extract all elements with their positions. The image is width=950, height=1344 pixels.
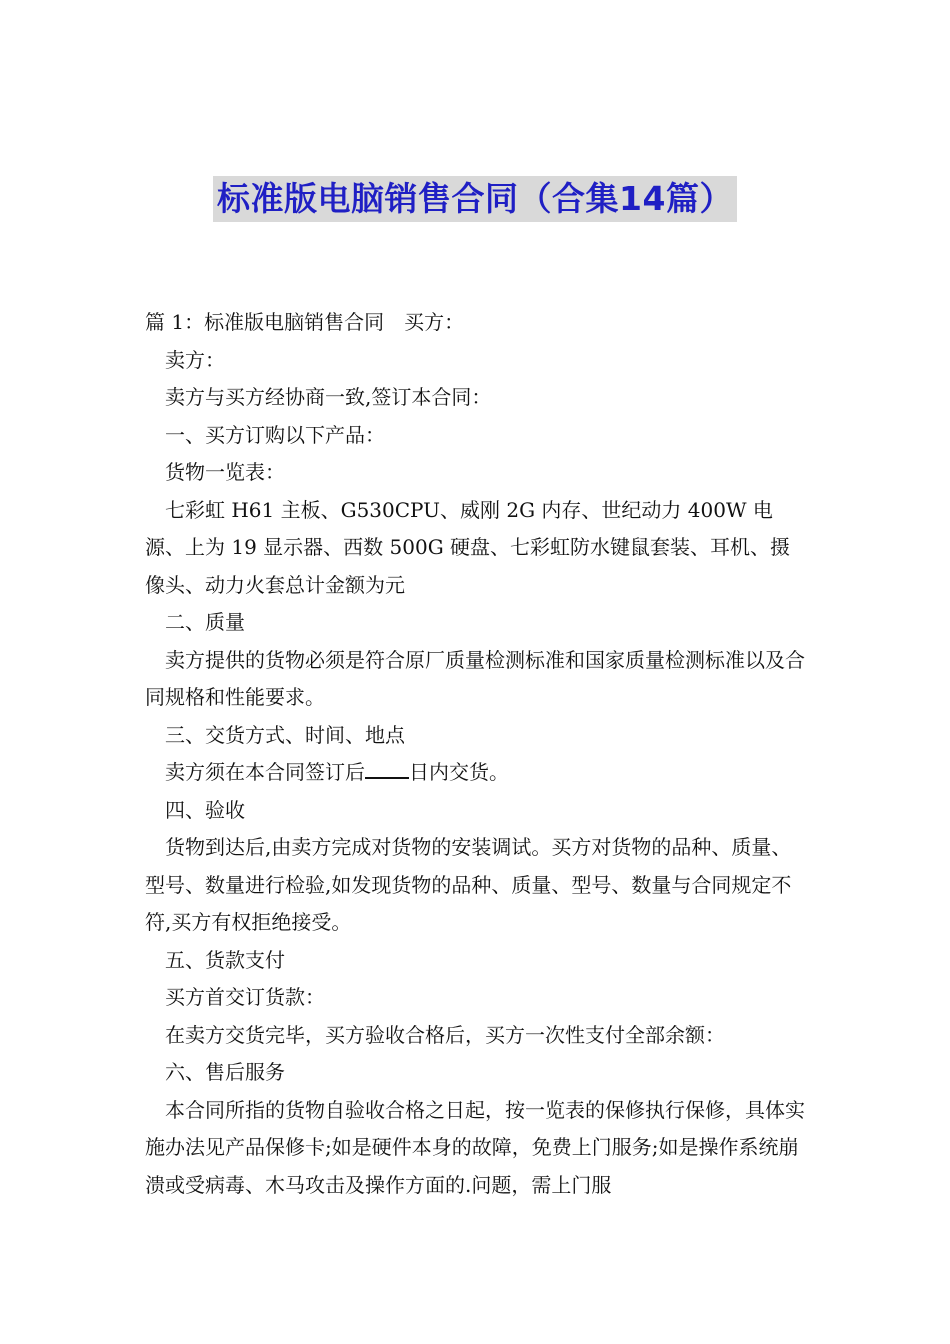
- paragraph-goods-list-label: 货物一览表：: [165, 460, 285, 484]
- section-heading-delivery: 三、交货方式、时间、地点: [165, 722, 405, 747]
- title-container: [0, 176, 950, 222]
- document-body: [145, 304, 810, 1204]
- paragraph-agreement: 卖方与买方经协商一致,签订本合同：: [165, 385, 492, 409]
- paragraph-after-sales: 本合同所指的货物自验收合格之日起，按一览表的保修执行保修，具体实施办法见产品保修卡;如是硬件本身的故障，免费上门服务;如是操作系统崩溃或受病毒、木马攻击及操作方面的.问题，需上门服: [145, 1097, 805, 1197]
- paragraph-delivery: [145, 754, 810, 792]
- delivery-text-after: 日内交货。: [409, 760, 509, 784]
- delivery-days-blank: [365, 755, 409, 779]
- section-heading-after-sales: 六、售后服务: [165, 1060, 285, 1084]
- paragraph-goods-list: 七彩虹 H61 主板、G530CPU、威刚 2G 内存、世纪动力 400W 电源、上为 19 显示器、西数 500G 硬盘、七彩虹防水键鼠套装、耳机、摄像头、动力火套总计金额为元: [145, 497, 791, 597]
- paragraph-quality: 卖方提供的货物必须是符合原厂质量检测标准和国家质量检测标准以及合同规格和性能要求。: [145, 647, 805, 709]
- paragraph-acceptance: 货物到达后,由卖方完成对货物的安装调试。买方对货物的品种、质量、型号、数量进行检验,如发现货物的品种、质量、型号、数量与合同规定不符,买方有权拒绝接受。: [145, 835, 792, 934]
- delivery-text-before: 卖方须在本合同签订后: [165, 760, 365, 784]
- section-heading-quality: 二、质量: [165, 610, 245, 634]
- paragraph-balance: 在卖方交货完毕，买方验收合格后，买方一次性支付全部余额：: [165, 1022, 725, 1047]
- document-title: 标准版电脑销售合同（合集14篇）: [213, 176, 737, 222]
- section-heading-acceptance: 四、验收: [165, 797, 245, 822]
- paragraph-chapter-heading: 篇 1：标准版电脑销售合同 买方：: [145, 310, 465, 334]
- paragraph-deposit: 买方首交订货款：: [165, 985, 325, 1009]
- paragraph-seller: 卖方：: [165, 347, 225, 372]
- section-heading-payment: 五、货款支付: [165, 947, 285, 972]
- section-heading-order: 一、买方订购以下产品：: [165, 422, 385, 447]
